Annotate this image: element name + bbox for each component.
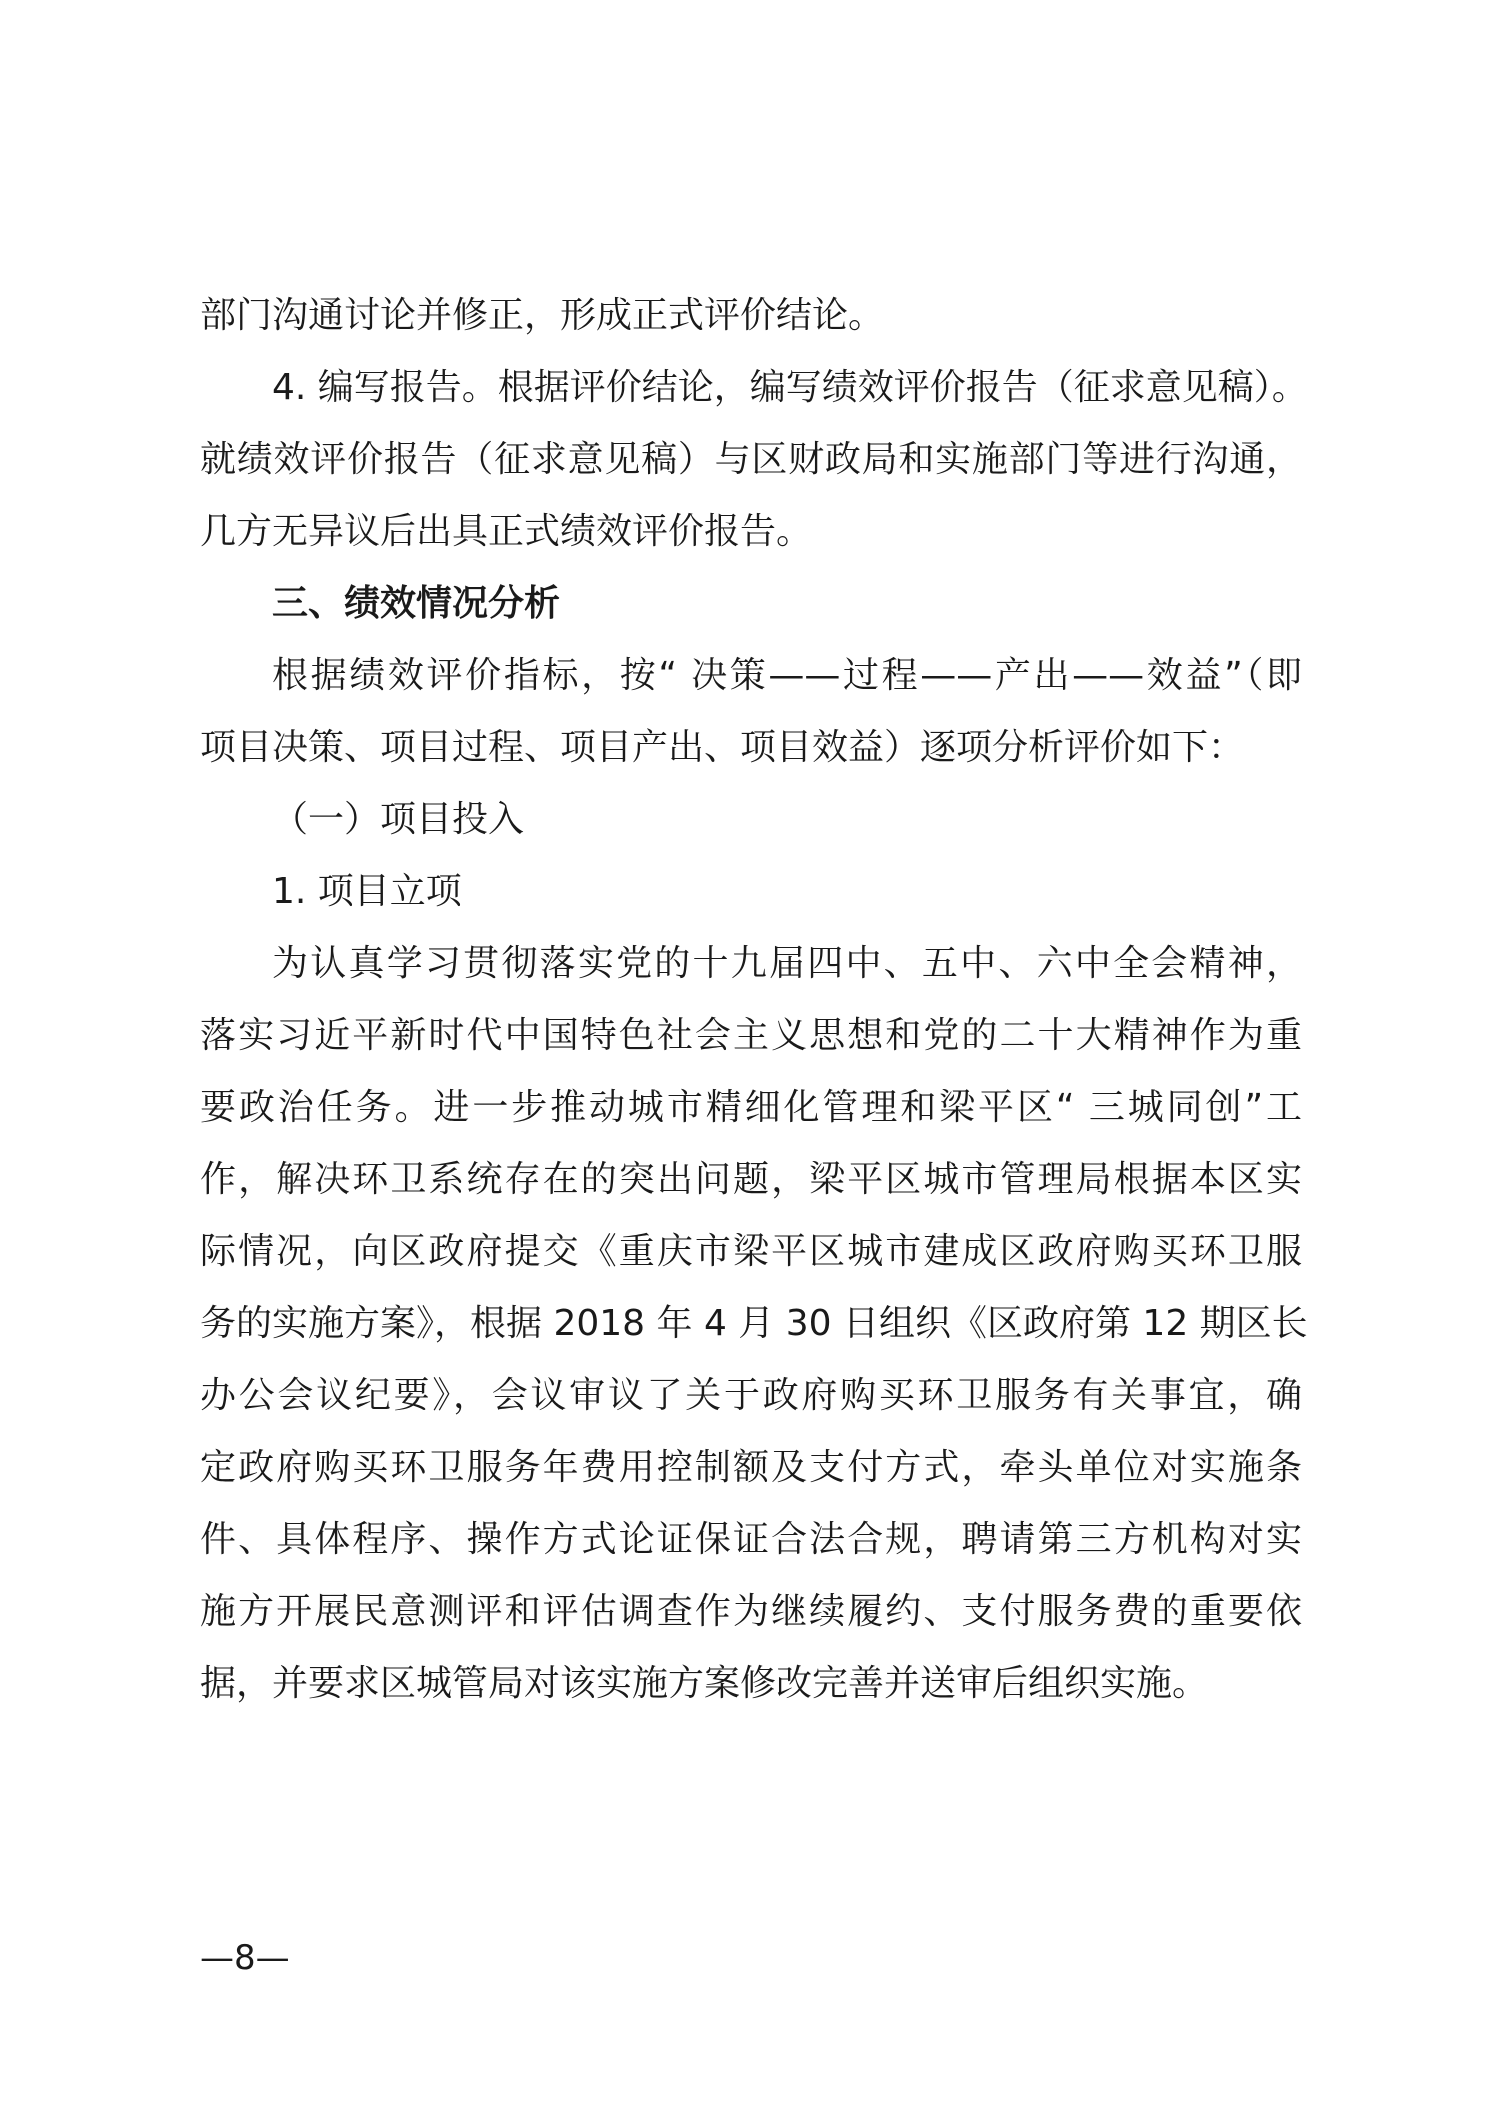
paragraph-line: 为认真学习贯彻落实党的十九届四中、五中、六中全会精神， xyxy=(272,943,1302,984)
paragraph-line: 办公会议纪要》，会议审议了关于政府购买环卫服务有关事宜，确 xyxy=(200,1375,1302,1416)
paragraph-line: 落实习近平新时代中国特色社会主义思想和党的二十大精神作为重 xyxy=(200,1015,1302,1056)
paragraph-line: 根据绩效评价指标，按“ 决策——过程——产出——效益”（即 xyxy=(272,655,1302,696)
paragraph-line: 要政治任务。进一步推动城市精细化管理和梁平区“ 三城同创”工 xyxy=(200,1087,1302,1128)
paragraph-line: 定政府购买环卫服务年费用控制额及支付方式，牵头单位对实施条 xyxy=(200,1447,1302,1488)
document-body xyxy=(200,280,1308,1720)
paragraph-line: 部门沟通讨论并修正，形成正式评价结论。 xyxy=(200,295,885,336)
paragraph-line: 就绩效评价报告（征求意见稿）与区财政局和实施部门等进行沟通， xyxy=(200,439,1302,480)
paragraph-line: 施方开展民意测评和评估调查作为继续履约、支付服务费的重要依 xyxy=(200,1591,1302,1632)
section-heading: 三、绩效情况分析 xyxy=(272,583,561,624)
subsection-heading: （一）项目投入 xyxy=(272,799,525,840)
paragraph-line: 作，解决环卫系统存在的突出问题，梁平区城市管理局根据本区实 xyxy=(200,1159,1302,1200)
page-number: —8— xyxy=(200,1938,290,1978)
paragraph-line: 际情况，向区政府提交《重庆市梁平区城市建成区政府购买环卫服 xyxy=(200,1231,1302,1272)
paragraph-line: 几方无异议后出具正式绩效评价报告。 xyxy=(200,511,813,552)
paragraph-line: 项目决策、项目过程、项目产出、项目效益）逐项分析评价如下： xyxy=(200,727,1245,768)
paragraph-line: 务的实施方案》，根据 2018 年 4 月 30 日组织《区政府第 12 期区长 xyxy=(200,1303,1308,1344)
paragraph-line: 据，并要求区城管局对该实施方案修改完善并送审后组织实施。 xyxy=(200,1663,1209,1704)
paragraph-line: 4. 编写报告。根据评价结论，编写绩效评价报告（征求意见稿）。 xyxy=(272,367,1308,408)
paragraph-line: 件、具体程序、操作方式论证保证合法合规，聘请第三方机构对实 xyxy=(200,1519,1302,1560)
item-heading: 1. 项目立项 xyxy=(272,871,462,912)
